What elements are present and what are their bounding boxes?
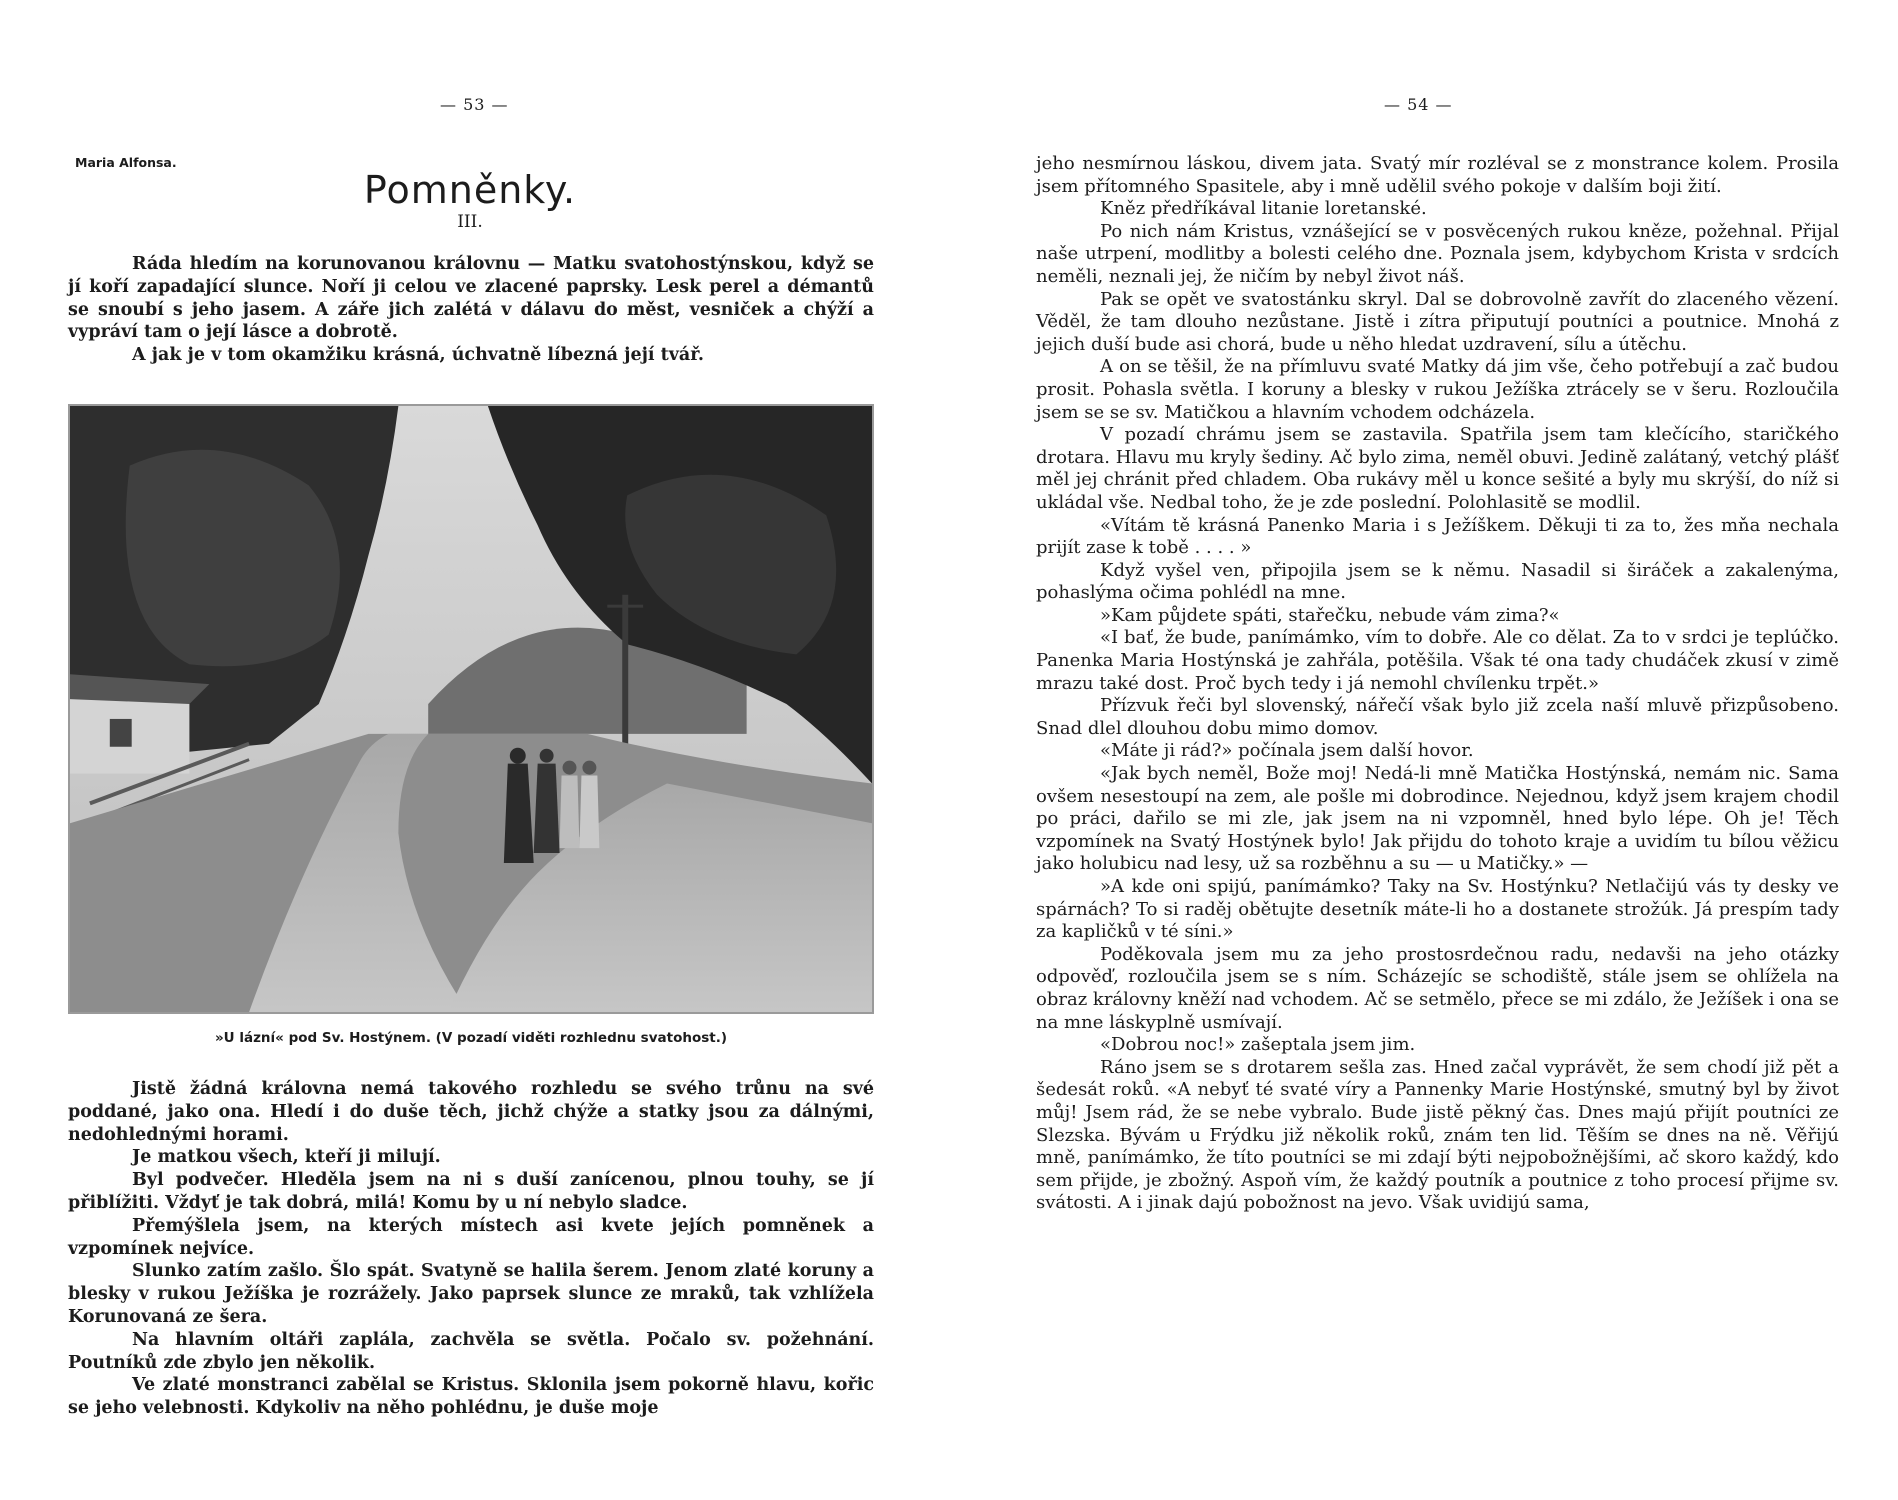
paragraph: Kněz předříkával litanie loretanské.	[1100, 198, 1427, 220]
page-number: — 54 —	[1384, 95, 1453, 114]
right-page	[949, 0, 1898, 1500]
article-title: Pomněnky.	[363, 168, 577, 212]
author-name: Maria Alfonsa.	[75, 155, 177, 170]
photo-illustration	[70, 406, 872, 1012]
paragraph: «Jak bych neměl, Bože moj! Nedá-li mně Matička Hostýnská, nemám nic. Sama ovšem nesestoupí na zem, ale pošle mi dobrodince. Nejednou, když jsem krajem chodil po práci, dařilo se mi zle, jak jsem na ni vzpomněl, hned bylo lépe. Oh je! Těch vzpomínek na Svatý Hostýnek bylo! Jak přijdu do tohoto kraje a uvidím tu bílou věžicu jako holubicu nad lesy, už sa rozběhnu a su — u Matičky.» —	[1036, 763, 1839, 875]
paragraph: Přemýšlela jsem, na kterých místech asi kvete jejích pomněnek a vzpomínek nejvíce.	[68, 1215, 874, 1259]
intro-text	[68, 253, 874, 367]
paragraph: «Vítám tě krásná Panenko Maria i s Ježíškem. Děkuji ti za to, žes mňa nechala prijít zase k tobě . . . . »	[1036, 514, 1839, 559]
section-number: III.	[457, 212, 483, 232]
body-text	[1036, 153, 1839, 1215]
paragraph: Poděkovala jsem mu za jeho prostosrdečnou radu, nedavši na jeho otázky odpověď, rozloučila jsem se s ním. Scházejíc se schodiště, stále jsem se ohlížela na obraz královny kněží nad vchodem. Ač se setmělo, přece se mi zdálo, že Ježíšek i ona se na mne láskyplně usmívají.	[1036, 943, 1839, 1033]
photo-caption: »U lázní« pod Sv. Hostýnem. (V pozadí viděti rozhlednu svatohost.)	[214, 1030, 728, 1046]
paragraph: «Dobrou noc!» zašeptala jsem jim.	[1100, 1034, 1416, 1056]
paragraph: »Kam půjdete spáti, stařečku, nebude vám zima?«	[1100, 604, 1560, 626]
paragraph: Přízvuk řeči byl slovenský, nářečí však bylo již zcela naší mluvě přizpůsobeno. Snad dlel dlouhou dobu mimo domov.	[1036, 695, 1839, 739]
paragraph: «Máte ji rád?» počínala jsem další hovor.	[1100, 740, 1474, 762]
paragraph: Je matkou všech, kteří ji milují.	[132, 1147, 441, 1168]
paragraph: A jak je v tom okamžiku krásná, úchvatně líbezná její tvář.	[132, 345, 704, 366]
paragraph: Byl podvečer. Hleděla jsem na ni s duší zanícenou, plnou touhy, se jí přiblížiti. Vždyť je tak dobrá, milá! Komu by u ní nebylo sladce.	[68, 1170, 874, 1213]
paragraph: Slunko zatím zašlo. Šlo spát. Svatyně se halila šerem. Jenom zlaté koruny a blesky v rukou Ježíška je rozrážely. Jako paprsek slunce ze mraků, tak vzhlížela Korunovaná ze šera.	[68, 1261, 874, 1327]
paragraph: Po nich nám Kristus, vznášející se v posvěcených rukou kněze, požehnal. Přijal naše utrpení, modlitby a bolesti celého dne. Poznala jsem, kdybychom Krista v srdcích neměli, neznali jej, že ničím by nebyl život náš.	[1036, 220, 1839, 287]
paragraph: V pozadí chrámu jsem se zastavila. Spatřila jsem tam klečícího, staričkého drotara. Hlavu mu kryly šediny. Ač bylo zima, neměl obuvi. Jedině zalátaný, vetchý plášť měl jej chránit před chladem. Oba rukávy měl u konce sešité a byly mu skrýší, do níž si ukládal vše. Nedbal toho, že je zde poslední. Polohlasitě se modlil.	[1036, 424, 1839, 513]
paragraph: Když vyšel ven, připojila jsem se k němu. Nasadil si širáček a zakalenýma, pohaslýma očima pohlédl na mne.	[1036, 559, 1839, 604]
paragraph: Na hlavním oltáři zaplála, zachvěla se světla. Počalo sv. požehnání. Poutníků zde zbylo jen několik.	[68, 1329, 874, 1373]
paragraph: jeho nesmírnou láskou, divem jata. Svatý mír rozléval se z monstrance kolem. Prosila jsem přítomného Spasitele, aby i mně udělil svého pokoje v dalším boji žití.	[1036, 153, 1839, 197]
landscape-photo	[68, 404, 874, 1014]
paragraph: Ve zlaté monstranci zabělal se Kristus. Sklonila jsem pokorně hlavu, kořic se jeho velebnosti. Kdykoliv na něho pohlédnu, je duše moje	[68, 1375, 874, 1419]
paragraph: Pak se opět ve svatostánku skryl. Dal se dobrovolně zavřít do zlaceného vězení. Věděl, že tam dlouho nezůstane. Jistě i zítra připutují poutníci a poutnice. Mnohá z jejich duší bude asi chorá, bude u něho hledat uzdravení, sílu a útěchu.	[1036, 288, 1839, 355]
paragraph: A on se těšil, že na přímluvu svaté Matky dá jim vše, čeho potřebují a zač budou prosit. Pohasla světla. I koruny a blesky v rukou Ježíška ztrácely se v šeru. Rozloučila jsem se se sv. Matičkou a hlavním vchodem odcházela.	[1036, 356, 1839, 423]
paragraph: »A kde oni spijú, panímámko? Taky na Sv. Hostýnku? Netlačijú vás ty desky ve spárnách? To si raděj obětujte desetník máte-li ho a dostanete strožúk. Já prespím tady za kapličků v té síni.»	[1036, 876, 1839, 943]
page-number: — 53 —	[440, 95, 509, 114]
paragraph: «I bať, že bude, panímámko, vím to dobře. Ale co dělat. Za to v srdci je teplúčko. Panenka Maria Hostýnská je zahřála, potěšila. Však té ona tady chudáček zkusí v zimě mrazu také dost. Proč bych tedy i já nemohl chvílenku trpět.»	[1036, 627, 1839, 694]
body-text	[68, 1078, 874, 1420]
paragraph: Ráda hledím na korunovanou královnu — Matku svatohostýnskou, když se jí koří zapadající slunce. Noří ji celou ve zlacené paprsky. Lesk perel a démantů se snoubí s jeho jasem. A záře jich zalétá v dálavu do měst, vesniček a chýží a vypráví tam o její lásce a dobrotě.	[68, 254, 874, 343]
paragraph: Ráno jsem se s drotarem sešla zas. Hned začal vyprávět, že sem chodí již pět a šedesát roků. «A nebyť té svaté víry a Pannenky Marie Hostýnské, smutný byl by život můj! Jsem rád, že se nebe vybralo. Bude jistě pěkný čas. Dnes majú přijít poutníci ze Slezska. Bývám u Frýdku již několik roků, znám ten lid. Těším se dnes na ně. Věřijú mně, panímámko, že títo poutníci se mi zdají býti nejpobožnějšími, ač skoro každý, kdo sem přijde, je zbožný. Aspoň vím, že každý poutník a poutnice z toho procesí přijme sv. svátosti. A i jinak dajú pobožnost na jevo. Však uvidijú sama,	[1036, 1056, 1839, 1214]
paragraph: Jistě žádná královna nemá takového rozhledu se svého trůnu na své poddané, jako ona. Hledí i do duše těch, jichž chýže a statky jsou za dálnými, nedohlednými horami.	[68, 1079, 874, 1145]
